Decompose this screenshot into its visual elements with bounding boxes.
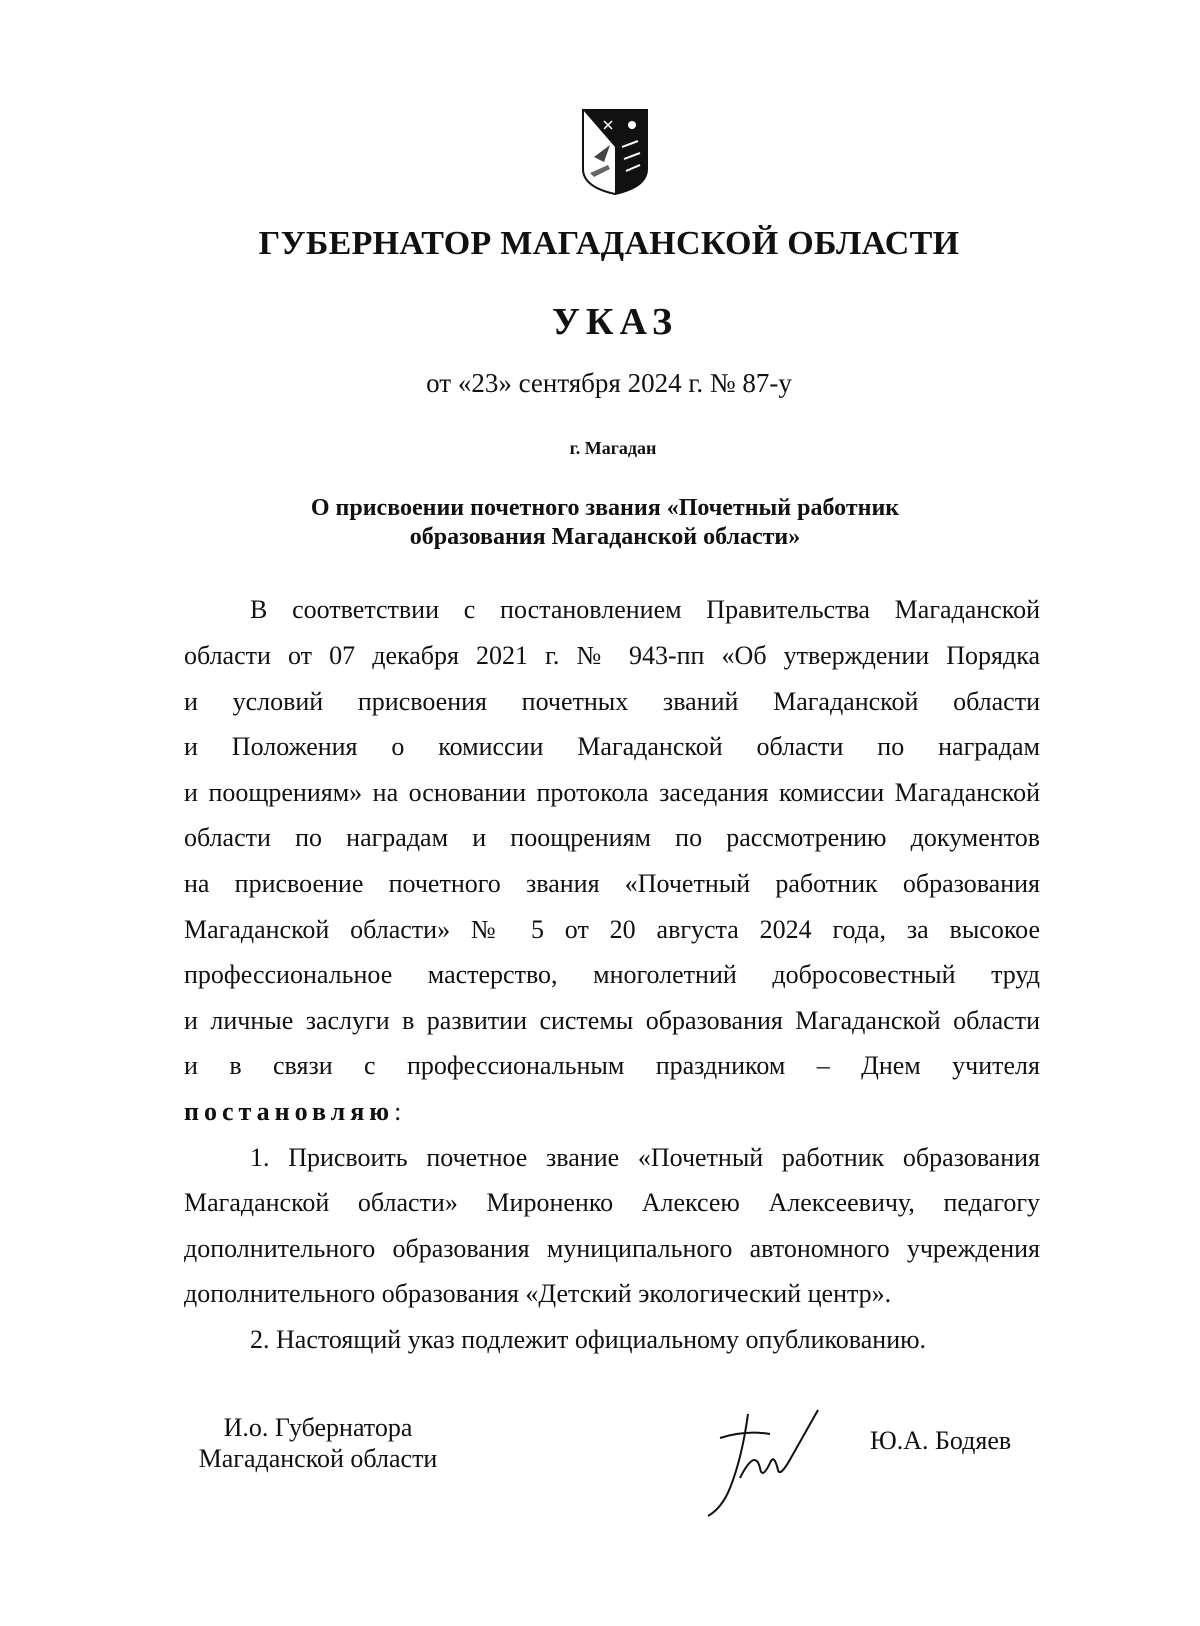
resolution-colon: : (394, 1097, 402, 1126)
signatory-position-line: И.о. Губернатора (223, 1413, 413, 1442)
city-line: г. Магадан (569, 438, 657, 458)
preamble-line: и в связи с профессиональным праздником – Днем учителя (184, 1051, 1040, 1080)
resolution-keyword (184, 1096, 1040, 1128)
preamble-line: и Положения о комиссии Магаданской области по наградам (184, 732, 1040, 761)
preamble-line: области по наградам и поощрениям по рассмотрению документов (184, 823, 1040, 852)
date-number-line: от «23» сентября 2024 г. № 87-у (426, 368, 792, 398)
organization-heading: ГУБЕРНАТОР МАГАДАНСКОЙ ОБЛАСТИ (258, 225, 960, 262)
signatory-name: Ю.А. Бодяев (870, 1426, 1012, 1455)
handwritten-signature (700, 1408, 830, 1528)
item-1-line: 1. Присвоить почетное звание «Почетный работник образования (250, 1143, 1040, 1172)
preamble-line: области от 07 декабря 2021 г. № 943-пп «Об утверждении Порядка (184, 641, 1040, 670)
resolution-word: постановляю (184, 1097, 395, 1126)
title-line: О присвоении почетного звания «Почетный работник (310, 495, 900, 521)
coat-of-arms-icon (580, 107, 650, 197)
title-line: образования Магаданской области» (409, 524, 801, 550)
item-2-line: 2. Настоящий указ подлежит официальному опубликованию. (250, 1325, 927, 1354)
preamble-line: и условий присвоения почетных званий Магаданской области (184, 687, 1040, 716)
preamble-line: Магаданской области» № 5 от 20 августа 2024 года, за высокое (184, 915, 1040, 944)
preamble-line: и личные заслуги в развитии системы образования Магаданской области (184, 1006, 1040, 1035)
item-1-line: дополнительного образования «Детский экологический центр». (184, 1279, 892, 1308)
preamble-line: на присвоение почетного звания «Почетный работник образования (184, 869, 1040, 898)
signatory-position (188, 1412, 448, 1474)
preamble-line: В соответствии с постановлением Правительства Магаданской (250, 595, 1040, 624)
preamble-line: и поощрениям» на основании протокола заседания комиссии Магаданской (184, 778, 1040, 807)
preamble-line: профессиональное мастерство, многолетний добросовестный труд (184, 960, 1040, 989)
item-1-line: Магаданской области» Мироненко Алексею Алексеевичу, педагогу (184, 1188, 1040, 1217)
signatory-position-line: Магаданской области (198, 1444, 438, 1473)
document-title (0, 494, 1200, 552)
item-1-line: дополнительного образования муниципального автономного учреждения (184, 1234, 1040, 1263)
document-type-heading: УКАЗ (552, 301, 678, 343)
